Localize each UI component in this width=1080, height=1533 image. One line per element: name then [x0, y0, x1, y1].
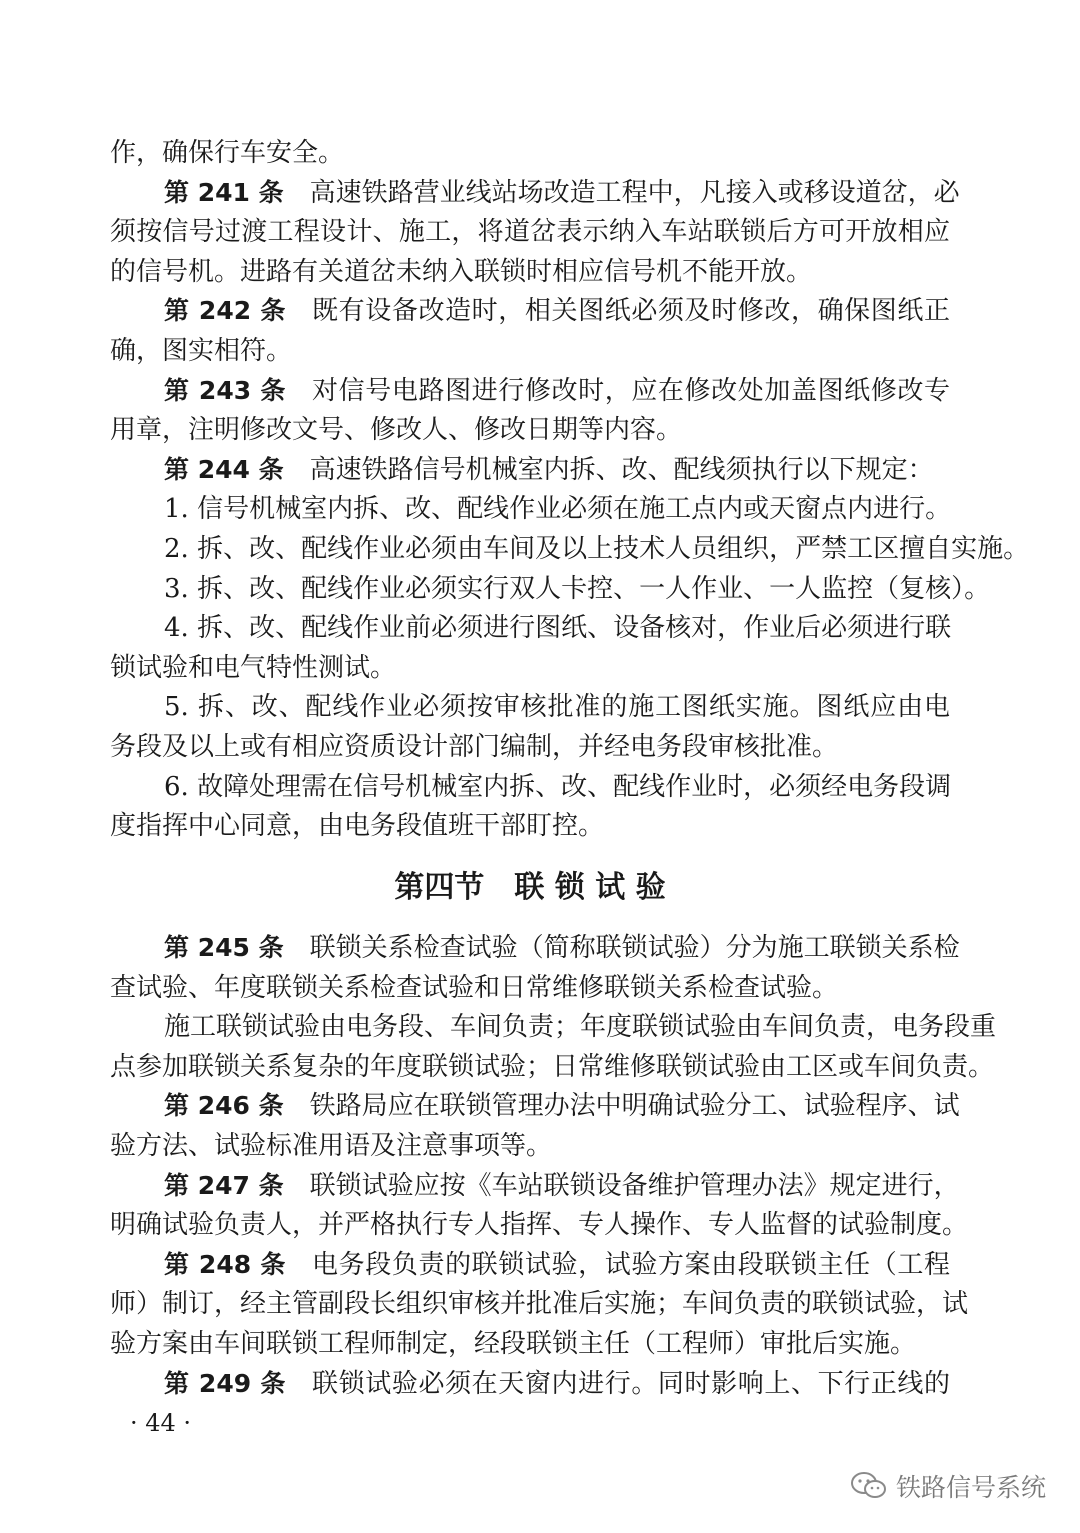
- text-line: [110, 1126, 950, 1166]
- text-line: [110, 687, 950, 727]
- text-line: [110, 410, 950, 450]
- text-line: [110, 968, 950, 1008]
- article-number: 第 249 条: [164, 1368, 287, 1398]
- line-text: 施工联锁试验由电务段、车间负责；年度联锁试验由车间负责，电务段重: [164, 1012, 997, 1043]
- text-line: [110, 608, 950, 648]
- text-line: [110, 1324, 950, 1364]
- line-text: 4. 拆、改、配线作业前必须进行图纸、设备核对，作业后必须进行联: [164, 613, 952, 644]
- line-text: 须按信号过渡工程设计、施工，将道岔表示纳入车站联锁后方可开放相应: [110, 217, 950, 248]
- article-number: 第 242 条: [164, 296, 287, 326]
- text-line: [110, 648, 950, 688]
- line-text: 铁路局应在联锁管理办法中明确试验分工、试验程序、试: [309, 1091, 960, 1122]
- text-line: [110, 450, 950, 490]
- line-text: 5. 拆、改、配线作业必须按审核批准的施工图纸实施。图纸应由电: [164, 692, 950, 723]
- text-line: [110, 1086, 960, 1126]
- line-text: 确，图实相符。: [110, 336, 293, 366]
- article-number: 第 243 条: [164, 375, 287, 405]
- text-line: [110, 1047, 995, 1087]
- line-text: 联锁试验必须在天窗内进行。同时影响上、下行正线的: [312, 1368, 950, 1399]
- text-line: [110, 1245, 950, 1285]
- text-line: [110, 1284, 969, 1324]
- line-text: 2. 拆、改、配线作业必须由车间及以上技术人员组织，严禁工区擅自实施。: [164, 534, 1030, 564]
- line-text: 度指挥中心同意，由电务段值班干部盯控。: [110, 811, 605, 842]
- section-title: 第四节 联 锁 试 验: [394, 870, 666, 905]
- text-line: [110, 489, 950, 529]
- text-line: [110, 173, 960, 213]
- line-text: 联锁关系检查试验（简称联锁试验）分为施工联锁关系检: [309, 933, 960, 963]
- page-number: · 44 ·: [130, 1409, 192, 1437]
- text-line: [110, 806, 950, 846]
- line-text: 验方法、试验标准用语及注意事项等。: [110, 1131, 553, 1161]
- text-line: [110, 727, 950, 767]
- line-text: 既有设备改造时，相关图纸必须及时修改，确保图纸正: [312, 296, 950, 327]
- article-number: 第 247 条: [164, 1170, 284, 1200]
- line-text: 务段及以上或有相应资质设计部门编制，并经电务段审核批准。: [110, 732, 839, 762]
- line-text: 明确试验负责人，并严格执行专人指挥、专人操作、专人监督的试验制度。: [110, 1210, 969, 1241]
- line-text: 高速铁路信号机械室内拆、改、配线须执行以下规定：: [309, 454, 934, 485]
- line-text: 作，确保行车安全。: [110, 138, 345, 168]
- text-line: [110, 371, 950, 411]
- line-text: 师）制订，经主管副段长组织审核并批准后实施；车间负责的联锁试验，试: [110, 1289, 969, 1320]
- text-line: [110, 252, 950, 292]
- watermark-text: 铁路信号系统: [895, 1473, 1046, 1502]
- text-line: [110, 1205, 969, 1245]
- line-text: 6. 故障处理需在信号机械室内拆、改、配线作业时，必须经电务段调: [164, 771, 952, 802]
- article-number: 第 246 条: [164, 1091, 284, 1121]
- line-text: 用章，注明修改文号、修改人、修改日期等内容。: [110, 415, 683, 446]
- text-line: [110, 1007, 997, 1047]
- text-line: [110, 1364, 950, 1404]
- line-text: 锁试验和电气特性测试。: [110, 652, 397, 683]
- line-text: 3. 拆、改、配线作业必须实行双人卡控、一人作业、一人监控（复核）。: [164, 573, 991, 604]
- line-text: 高速铁路营业线站场改造工程中，凡接入或移设道岔，必: [309, 177, 960, 208]
- text-line: [110, 928, 960, 968]
- article-number: 第 244 条: [164, 454, 284, 484]
- article-number: 第 245 条: [164, 933, 284, 962]
- line-text: 对信号电路图进行修改时，应在修改处加盖图纸修改专: [312, 375, 950, 406]
- article-number: 第 241 条: [164, 177, 284, 207]
- line-text: 联锁试验应按《车站联锁设备维护管理办法》规定进行，: [309, 1170, 960, 1201]
- text-line: [110, 1166, 960, 1206]
- text-line: [110, 331, 950, 371]
- line-text: 电务段负责的联锁试验，试验方案由段联锁主任（工程: [312, 1249, 950, 1280]
- line-text: 1. 信号机械室内拆、改、配线作业必须在施工点内或天窗点内进行。: [164, 494, 952, 525]
- line-text: 验方案由车间联锁工程师制定，经段联锁主任（工程师）审批后实施。: [110, 1329, 917, 1359]
- watermark: [850, 1466, 1046, 1506]
- text-line: [110, 291, 950, 331]
- text-line: [110, 133, 950, 173]
- article-number: 第 248 条: [164, 1249, 287, 1279]
- text-line: [110, 529, 1030, 569]
- text-line: [110, 569, 991, 609]
- text-line: [110, 212, 950, 252]
- line-text: 点参加联锁关系复杂的年度联锁试验；日常维修联锁试验由工区或车间负责。: [110, 1051, 995, 1082]
- wechat-icon: [850, 1470, 888, 1502]
- line-text: 的信号机。进路有关道岔未纳入联锁时相应信号机不能开放。: [110, 256, 813, 287]
- line-text: 查试验、年度联锁关系检查试验和日常维修联锁关系检查试验。: [110, 972, 839, 1003]
- text-line: [110, 767, 950, 807]
